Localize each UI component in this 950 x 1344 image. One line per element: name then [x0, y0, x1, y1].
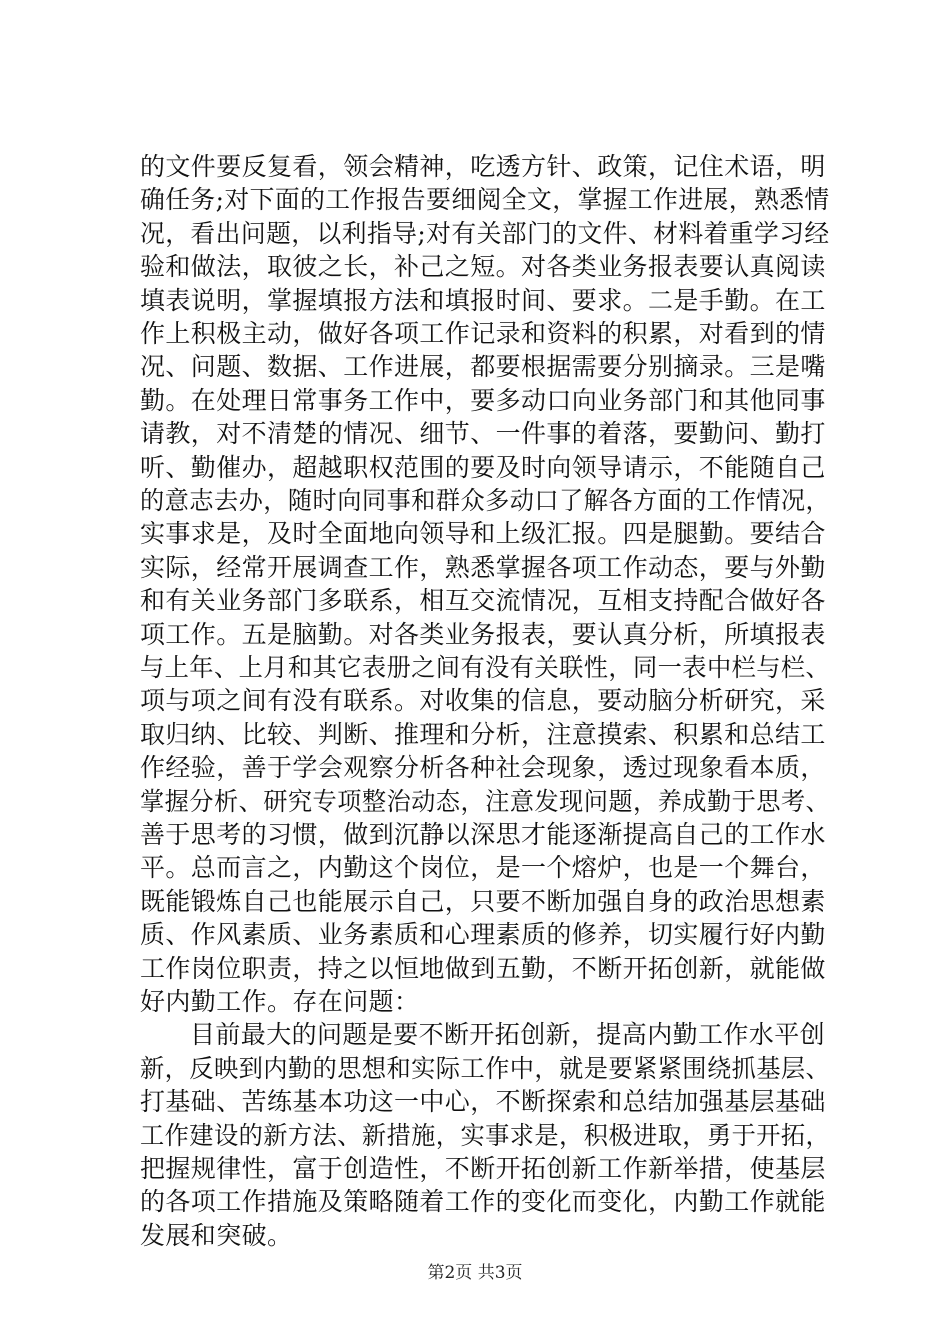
paragraph-first-line: 目前最大的问题是要不断开拓创新，提高内勤工作水平创 — [190, 1020, 826, 1050]
text-line: 工作建设的新方法、新措施，实事求是，积极进取，勇于开拓， — [140, 1120, 831, 1150]
text-line: 的各项工作措施及策略随着工作的变化而变化，内勤工作就能 — [140, 1187, 826, 1217]
text-line: 与上年、上月和其它表册之间有没有关联性，同一表中栏与栏、 — [140, 653, 831, 682]
text-line: 确任务;对下面的工作报告要细阅全文，掌握工作进展，熟悉情 — [140, 185, 830, 215]
text-line: 况，看出问题，以利指导;对有关部门的文件、材料着重学习经 — [140, 218, 830, 248]
text-line: 把握规律性，富于创造性，不断开拓创新工作新举措，使基层 — [140, 1154, 826, 1183]
text-line: 况、问题、数据、工作进展，都要根据需要分别摘录。三是嘴 — [140, 352, 826, 382]
text-line: 发展和突破。 — [140, 1220, 293, 1250]
text-line: 填表说明，掌握填报方法和填报时间、要求。二是手勤。在工 — [140, 285, 826, 315]
text-line: 取归纳、比较、判断、推理和分析，注意摸索、积累和总结工 — [140, 719, 826, 749]
text-line: 和有关业务部门多联系，相互交流情况，互相支持配合做好各 — [140, 586, 826, 616]
text-line: 打基础、苦练基本功这一中心，不断探索和总结加强基层基础 — [140, 1087, 826, 1117]
text-line: 质、作风素质、业务素质和心理素质的修养，切实履行好内勤 — [140, 920, 826, 950]
text-line: 平。总而言之，内勤这个岗位，是一个熔炉，也是一个舞台， — [140, 853, 826, 883]
text-line: 实事求是，及时全面地向领导和上级汇报。四是腿勤。要结合 — [140, 519, 826, 549]
text-line: 新，反映到内勤的思想和实际工作中，就是要紧紧围绕抓基层、 — [140, 1053, 831, 1083]
text-line: 实际，经常开展调查工作，熟悉掌握各项工作动态，要与外勤 — [140, 552, 826, 582]
text-line: 好内勤工作。存在问题： — [140, 987, 420, 1016]
text-line: 项与项之间有没有联系。对收集的信息，要动脑分析研究，采 — [140, 686, 826, 716]
text-line: 掌握分析、研究专项整治动态，注意发现问题，养成勤于思考、 — [140, 786, 831, 816]
text-line: 勤。在处理日常事务工作中，要多动口向业务部门和其他同事 — [140, 385, 826, 415]
text-line: 既能锻炼自己也能展示自己，只要不断加强自身的政治思想素 — [140, 886, 826, 916]
text-line: 的文件要反复看，领会精神，吃透方针、政策，记住术语，明 — [140, 152, 826, 181]
text-line: 善于思考的习惯，做到沉静以深思才能逐渐提高自己的工作水 — [140, 820, 826, 849]
page-footer: 第2页 共3页 — [427, 1263, 523, 1283]
text-line: 听、勤催办，超越职权范围的要及时向领导请示，不能随自己 — [140, 452, 826, 482]
text-line: 的意志去办，随时向同事和群众多动口了解各方面的工作情况， — [140, 486, 831, 515]
text-line: 作经验，善于学会观察分析各种社会现象，透过现象看本质， — [140, 753, 826, 783]
text-line: 作上积极主动，做好各项工作记录和资料的积累，对看到的情 — [140, 319, 826, 348]
text-line: 项工作。五是脑勤。对各类业务报表，要认真分析，所填报表 — [140, 619, 826, 649]
text-line: 工作岗位职责，持之以恒地做到五勤，不断开拓创新，就能做 — [140, 953, 826, 983]
text-line: 验和做法，取彼之长，补己之短。对各类业务报表要认真阅读 — [140, 252, 826, 282]
text-line: 请教，对不清楚的情况、细节、一件事的着落，要勤问、勤打 — [140, 419, 826, 449]
